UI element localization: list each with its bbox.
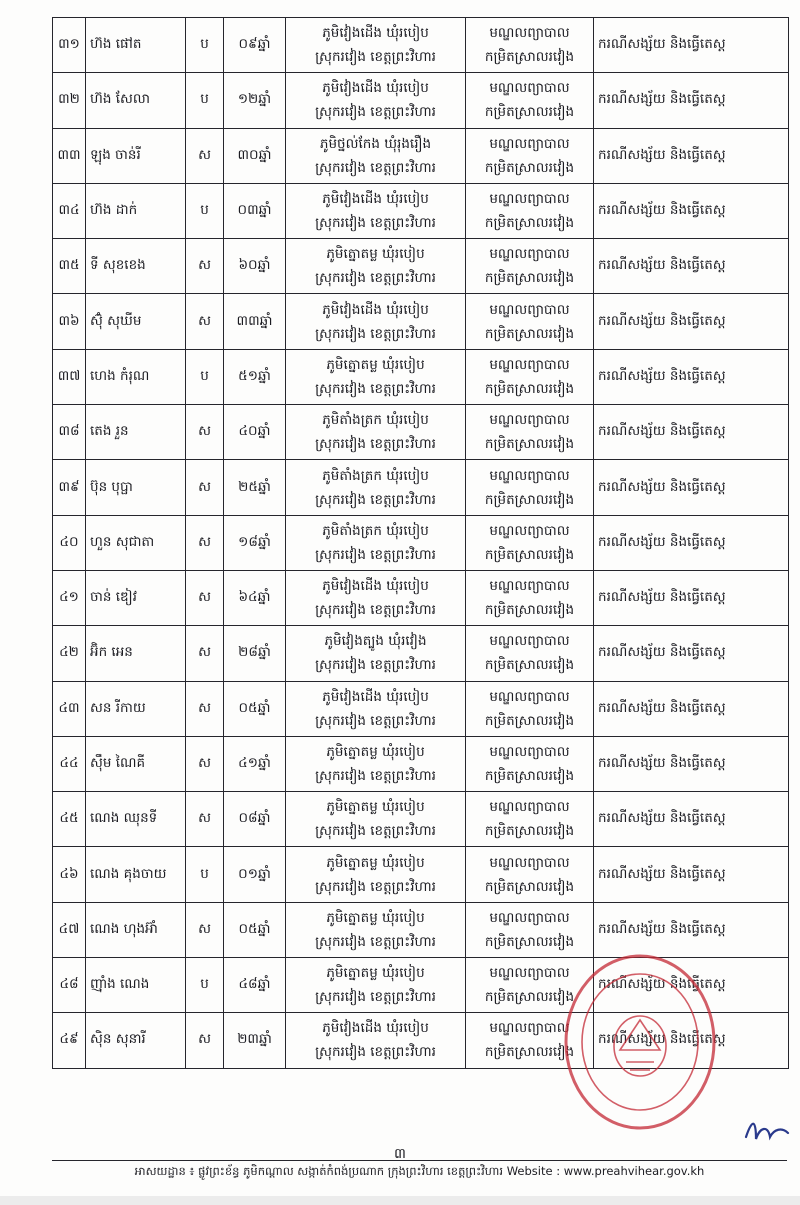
case-status-cell: ករណីសង្ស័យ និងធ្វើតេស្ត (594, 460, 789, 515)
treatment-place-cell-line-1: មណ្ឌលព្យាបាល (489, 412, 570, 429)
address-cell-line-2: ស្រុករវៀង ខេត្តព្រះវិហារ (315, 270, 436, 287)
row-number: ៣៨ (53, 405, 86, 460)
age-cell: ០៣ឆ្នាំ (224, 183, 286, 238)
case-status-cell: ករណីសង្ស័យ និងធ្វើតេស្ត (594, 570, 789, 625)
case-status-cell: ករណីសង្ស័យ និងធ្វើតេស្ត (594, 792, 789, 847)
sex-cell: ប (186, 18, 224, 73)
treatment-place-cell (466, 18, 594, 73)
age-cell: ០១ឆ្នាំ (224, 847, 286, 902)
treatment-place-cell-line-1: មណ្ឌលព្យាបាល (489, 965, 570, 982)
age-cell: ៣៣ឆ្នាំ (224, 294, 286, 349)
address-cell (286, 18, 466, 73)
address-cell (286, 736, 466, 791)
row-number: ៣១ (53, 18, 86, 73)
patient-name: ហ៊ង សែលា (86, 73, 186, 128)
patient-name: ស៊ឹម ណៃគី (86, 736, 186, 791)
treatment-place-cell-line-2: កម្រិតស្រាលរវៀង (484, 1044, 575, 1061)
sex-cell: ប (186, 73, 224, 128)
address-cell (286, 1013, 466, 1068)
address-cell-line-1: ភូមិថ្នល់កែង ឃុំរុងរឿង (319, 135, 432, 152)
address-cell (286, 73, 466, 128)
row-number: ៤២ (53, 626, 86, 681)
address-cell-line-2: ស្រុករវៀង ខេត្តព្រះវិហារ (315, 823, 436, 840)
address-cell-line-2: ស្រុករវៀង ខេត្តព្រះវិហារ (315, 380, 436, 397)
table-row (53, 681, 789, 736)
row-number: ៤៧ (53, 902, 86, 957)
address-cell-line-2: ស្រុករវៀង ខេត្តព្រះវិហារ (315, 215, 436, 232)
address-cell-line-1: ភូមិវៀងដើង ឃុំរបៀប (322, 25, 429, 42)
case-status-cell: ករណីសង្ស័យ និងធ្វើតេស្ត (594, 515, 789, 570)
address-cell-line-2: ស្រុករវៀង ខេត្តព្រះវិហារ (315, 657, 436, 674)
page-number: ៣ (394, 1146, 406, 1162)
treatment-place-cell-line-1: មណ្ឌលព្យាបាល (489, 799, 570, 816)
address-cell-line-2: ស្រុករវៀង ខេត្តព្រះវិហារ (315, 49, 436, 66)
row-number: ៣៩ (53, 460, 86, 515)
address-cell-line-1: ភូមិត្នោតម្ល ឃុំរបៀប (326, 965, 425, 982)
sex-cell: ស (186, 736, 224, 791)
address-cell-line-1: ភូមិត្នោតម្ល ឃុំរបៀប (326, 799, 425, 816)
case-status-cell: ករណីសង្ស័យ និងធ្វើតេស្ត (594, 405, 789, 460)
address-cell-line-1: ភូមិតាំងត្រក ឃុំរបៀប (322, 522, 429, 539)
treatment-place-cell (466, 183, 594, 238)
treatment-place-cell-line-1: មណ្ឌលព្យាបាល (489, 909, 570, 926)
treatment-place-cell-line-2: កម្រិតស្រាលរវៀង (484, 325, 575, 342)
address-cell-line-1: ភូមិវៀងដើង ឃុំរបៀប (322, 578, 429, 595)
treatment-place-cell-line-1: មណ្ឌលព្យាបាល (489, 522, 570, 539)
case-status-cell: ករណីសង្ស័យ និងធ្វើតេស្ត (594, 736, 789, 791)
treatment-place-cell-line-2: កម្រិតស្រាលរវៀង (484, 215, 575, 232)
address-cell (286, 626, 466, 681)
patient-name: ឡុង ចាន់រី (86, 128, 186, 183)
patient-name: ទី សុខខេង (86, 239, 186, 294)
patient-name: ចាន់ ឌៀវ (86, 570, 186, 625)
row-number: ៤៣ (53, 681, 86, 736)
sex-cell: ស (186, 239, 224, 294)
sex-cell: ស (186, 902, 224, 957)
age-cell: ៥១ឆ្នាំ (224, 349, 286, 404)
address-cell (286, 792, 466, 847)
case-status-cell: ករណីសង្ស័យ និងធ្វើតេស្ត (594, 847, 789, 902)
treatment-place-cell (466, 902, 594, 957)
table-row (53, 847, 789, 902)
address-cell-line-2: ស្រុករវៀង ខេត្តព្រះវិហារ (315, 546, 436, 563)
row-number: ៤៤ (53, 736, 86, 791)
treatment-place-cell-line-1: មណ្ឌលព្យាបាល (489, 744, 570, 760)
treatment-place-cell (466, 294, 594, 349)
address-cell-line-1: ភូមិត្នោតម្ល ឃុំរបៀប (326, 356, 425, 373)
treatment-place-cell-line-1: មណ្ឌលព្យាបាល (489, 578, 570, 595)
address-cell (286, 515, 466, 570)
treatment-place-cell-line-1: មណ្ឌលព្យាបាល (489, 246, 570, 263)
treatment-place-cell-line-2: កម្រិតស្រាលរវៀង (484, 823, 575, 840)
age-cell: ៤៨ឆ្នាំ (224, 958, 286, 1013)
age-cell: ២៥ឆ្នាំ (224, 460, 286, 515)
treatment-place-cell (466, 736, 594, 791)
treatment-place-cell-line-1: មណ្ឌលព្យាបាល (489, 1020, 570, 1037)
sex-cell: ប (186, 183, 224, 238)
treatment-place-cell-line-2: កម្រិតស្រាលរវៀង (484, 104, 575, 121)
table-row (53, 792, 789, 847)
patient-name: ហួន សុជាតា (86, 515, 186, 570)
row-number: ៣២ (53, 73, 86, 128)
records-table (52, 17, 789, 1069)
treatment-place-cell (466, 460, 594, 515)
age-cell: ៣០ឆ្នាំ (224, 128, 286, 183)
patient-name: ប៊ុន បុប្ផា (86, 460, 186, 515)
sex-cell: ស (186, 405, 224, 460)
address-cell-line-2: ស្រុករវៀង ខេត្តព្រះវិហារ (315, 1044, 436, 1061)
row-number: ៤៦ (53, 847, 86, 902)
table-row (53, 239, 789, 294)
scan-edge (0, 1196, 800, 1205)
address-cell (286, 958, 466, 1013)
treatment-place-cell-line-2: កម្រិតស្រាលរវៀង (484, 546, 575, 563)
treatment-place-cell (466, 958, 594, 1013)
case-status-cell: ករណីសង្ស័យ និងធ្វើតេស្ត (594, 294, 789, 349)
treatment-place-cell (466, 626, 594, 681)
address-cell-line-1: ភូមិវៀងដើង ឃុំរបៀប (322, 1020, 429, 1037)
age-cell: ០៩ឆ្នាំ (224, 18, 286, 73)
case-status-cell: ករណីសង្ស័យ និងធ្វើតេស្ត (594, 958, 789, 1013)
sex-cell: ប (186, 958, 224, 1013)
address-cell-line-2: ស្រុករវៀង ខេត្តព្រះវិហារ (315, 602, 436, 619)
case-status-cell: ករណីសង្ស័យ និងធ្វើតេស្ត (594, 349, 789, 404)
sex-cell: ស (186, 792, 224, 847)
address-cell-line-1: ភូមិត្នោតម្ល ឃុំរបៀប (326, 744, 425, 760)
sex-cell: ស (186, 460, 224, 515)
treatment-place-cell-line-2: កម្រិតស្រាលរវៀង (484, 159, 575, 176)
treatment-place-cell (466, 239, 594, 294)
table-row (53, 128, 789, 183)
age-cell: ៤០ឆ្នាំ (224, 405, 286, 460)
treatment-place-cell (466, 128, 594, 183)
footer-divider (52, 1160, 787, 1161)
table-row (53, 902, 789, 957)
sex-cell: ស (186, 1013, 224, 1068)
address-cell-line-2: ស្រុករវៀង ខេត្តព្រះវិហារ (315, 933, 436, 950)
address-cell (286, 128, 466, 183)
treatment-place-cell-line-1: មណ្ឌលព្យាបាល (489, 25, 570, 42)
treatment-place-cell-line-1: មណ្ឌលព្យាបាល (489, 301, 570, 318)
row-number: ៤៥ (53, 792, 86, 847)
sex-cell: ស (186, 515, 224, 570)
patient-name: ហេង កំរុណ (86, 349, 186, 404)
age-cell: ០៨ឆ្នាំ (224, 792, 286, 847)
case-status-cell: ករណីសង្ស័យ និងធ្វើតេស្ត (594, 626, 789, 681)
address-cell-line-1: ភូមិត្នោតម្ល ឃុំរបៀប (326, 909, 425, 926)
patient-name: ហ៊ង ដាក់ (86, 183, 186, 238)
treatment-place-cell-line-2: កម្រិតស្រាលរវៀង (484, 657, 575, 674)
row-number: ៣៥ (53, 239, 86, 294)
case-status-cell: ករណីសង្ស័យ និងធ្វើតេស្ត (594, 681, 789, 736)
sex-cell: ស (186, 294, 224, 349)
treatment-place-cell-line-1: មណ្ឌលព្យាបាល (489, 688, 570, 705)
treatment-place-cell-line-2: កម្រិតស្រាលរវៀង (484, 380, 575, 397)
row-number: ៤៨ (53, 958, 86, 1013)
row-number: ៣៤ (53, 183, 86, 238)
age-cell: ០៥ឆ្នាំ (224, 902, 286, 957)
address-cell-line-2: ស្រុករវៀង ខេត្តព្រះវិហារ (315, 712, 436, 729)
patient-name: ហ៊ង ផៅត (86, 18, 186, 73)
treatment-place-cell-line-2: កម្រិតស្រាលរវៀង (484, 602, 575, 619)
address-cell (286, 349, 466, 404)
address-cell-line-1: ភូមិវៀងដើង ឃុំរបៀប (322, 688, 429, 705)
treatment-place-cell-line-2: កម្រិតស្រាលរវៀង (484, 270, 575, 287)
age-cell: ១២ឆ្នាំ (224, 73, 286, 128)
age-cell: ០៥ឆ្នាំ (224, 681, 286, 736)
address-cell-line-2: ស្រុករវៀង ខេត្តព្រះវិហារ (315, 104, 436, 121)
address-cell (286, 239, 466, 294)
treatment-place-cell (466, 847, 594, 902)
case-status-cell: ករណីសង្ស័យ និងធ្វើតេស្ត (594, 128, 789, 183)
treatment-place-cell (466, 570, 594, 625)
sex-cell: ប (186, 349, 224, 404)
treatment-place-cell-line-1: មណ្ឌលព្យាបាល (489, 356, 570, 373)
treatment-place-cell (466, 681, 594, 736)
patient-name: ណេង ហុងអ៊ាំ (86, 902, 186, 957)
address-cell (286, 294, 466, 349)
address-cell-line-2: ស្រុករវៀង ខេត្តព្រះវិហារ (315, 491, 436, 508)
sex-cell: ស (186, 626, 224, 681)
table-row (53, 460, 789, 515)
case-status-cell: ករណីសង្ស័យ និងធ្វើតេស្ត (594, 18, 789, 73)
patient-name: អ៊ិក អេន (86, 626, 186, 681)
address-cell-line-1: ភូមិតាំងត្រក ឃុំរបៀប (322, 467, 429, 484)
treatment-place-cell-line-1: មណ្ឌលព្យាបាល (489, 854, 570, 871)
table-row (53, 18, 789, 73)
address-cell (286, 847, 466, 902)
treatment-place-cell-line-2: កម្រិតស្រាលរវៀង (484, 989, 575, 1006)
address-cell-line-2: ស្រុករវៀង ខេត្តព្រះវិហារ (315, 436, 436, 453)
address-cell-line-2: ស្រុករវៀង ខេត្តព្រះវិហារ (315, 159, 436, 176)
table-row (53, 294, 789, 349)
patient-name: ណេង ឈុនទី (86, 792, 186, 847)
address-cell-line-2: ស្រុករវៀង ខេត្តព្រះវិហារ (315, 325, 436, 342)
treatment-place-cell-line-1: មណ្ឌលព្យាបាល (489, 80, 570, 97)
case-status-cell: ករណីសង្ស័យ និងធ្វើតេស្ត (594, 1013, 789, 1068)
treatment-place-cell-line-1: មណ្ឌលព្យាបាល (489, 135, 570, 152)
treatment-place-cell-line-2: កម្រិតស្រាលរវៀង (484, 878, 575, 895)
address-cell-line-1: ភូមិវៀងត្បូង ឃុំរវៀង (324, 633, 427, 650)
table-row (53, 183, 789, 238)
treatment-place-cell (466, 515, 594, 570)
row-number: ៣៣ (53, 128, 86, 183)
treatment-place-cell-line-2: កម្រិតស្រាលរវៀង (484, 436, 575, 453)
signature-mark-icon (742, 1115, 792, 1145)
sex-cell: ស (186, 128, 224, 183)
address-cell-line-1: ភូមិវៀងដើង ឃុំរបៀប (322, 191, 429, 208)
address-cell-line-1: ភូមិត្នោតម្ល ឃុំរបៀប (326, 854, 425, 871)
age-cell: ២៣ឆ្នាំ (224, 1013, 286, 1068)
table-row (53, 73, 789, 128)
case-status-cell: ករណីសង្ស័យ និងធ្វើតេស្ត (594, 73, 789, 128)
table-row (53, 736, 789, 791)
age-cell: ៦០ឆ្នាំ (224, 239, 286, 294)
row-number: ៣៧ (53, 349, 86, 404)
address-cell-line-1: ភូមិតាំងត្រក ឃុំរបៀប (322, 412, 429, 429)
age-cell: ២៨ឆ្នាំ (224, 626, 286, 681)
address-cell (286, 405, 466, 460)
patient-name: សន រីកាយ (86, 681, 186, 736)
table-row (53, 349, 789, 404)
treatment-place-cell-line-2: កម្រិតស្រាលរវៀង (484, 768, 575, 784)
sex-cell: ស (186, 681, 224, 736)
case-status-cell: ករណីសង្ស័យ និងធ្វើតេស្ត (594, 902, 789, 957)
row-number: ៤១ (53, 570, 86, 625)
treatment-place-cell-line-1: មណ្ឌលព្យាបាល (489, 191, 570, 208)
table-row (53, 570, 789, 625)
row-number: ៤៩ (53, 1013, 86, 1068)
treatment-place-cell-line-2: កម្រិតស្រាលរវៀង (484, 49, 575, 66)
address-cell-line-1: ភូមិវៀងដើង ឃុំរបៀប (322, 80, 429, 97)
age-cell: ១៨ឆ្នាំ (224, 515, 286, 570)
table-row (53, 515, 789, 570)
table-row (53, 626, 789, 681)
table-row (53, 1013, 789, 1068)
address-cell (286, 570, 466, 625)
age-cell: ៦៤ឆ្នាំ (224, 570, 286, 625)
table-row (53, 405, 789, 460)
patient-name: ណេង គុងចាយ (86, 847, 186, 902)
case-status-cell: ករណីសង្ស័យ និងធ្វើតេស្ត (594, 183, 789, 238)
address-cell (286, 183, 466, 238)
address-cell-line-2: ស្រុករវៀង ខេត្តព្រះវិហារ (315, 989, 436, 1006)
treatment-place-cell (466, 792, 594, 847)
treatment-place-cell (466, 405, 594, 460)
patient-name: ញ៉ាំង ណេង (86, 958, 186, 1013)
table-row (53, 958, 789, 1013)
address-cell-line-1: ភូមិត្នោតម្ល ឃុំរបៀប (326, 246, 425, 263)
treatment-place-cell-line-1: មណ្ឌលព្យាបាល (489, 633, 570, 650)
row-number: ៣៦ (53, 294, 86, 349)
treatment-place-cell-line-2: កម្រិតស្រាលរវៀង (484, 491, 575, 508)
patient-name: តេង រួន (86, 405, 186, 460)
sex-cell: ប (186, 847, 224, 902)
address-cell (286, 902, 466, 957)
patient-name: ស៊ុំ សុឃីម (86, 294, 186, 349)
treatment-place-cell-line-1: មណ្ឌលព្យាបាល (489, 467, 570, 484)
row-number: ៤០ (53, 515, 86, 570)
records-body (53, 18, 789, 1069)
address-cell-line-1: ភូមិវៀងដើង ឃុំរបៀប (322, 301, 429, 318)
treatment-place-cell-line-2: កម្រិតស្រាលរវៀង (484, 712, 575, 729)
sex-cell: ស (186, 570, 224, 625)
age-cell: ៤១ឆ្នាំ (224, 736, 286, 791)
case-status-cell: ករណីសង្ស័យ និងធ្វើតេស្ត (594, 239, 789, 294)
treatment-place-cell (466, 349, 594, 404)
footer-address: អាសយដ្ឋាន ៖ ផ្លូវព្រះខ័ន្ធ ភូមិកណ្តាល សង្កាត់កំពង់ប្រណាក ក្រុងព្រះវិហារ ខេត្តព្រះវិហារ Website : www.preahvihear.gov.kh (134, 1164, 705, 1178)
treatment-place-cell (466, 1013, 594, 1068)
patient-name: ស៊ិន សុនារី (86, 1013, 186, 1068)
treatment-place-cell-line-2: កម្រិតស្រាលរវៀង (484, 933, 575, 950)
treatment-place-cell (466, 73, 594, 128)
address-cell-line-2: ស្រុករវៀង ខេត្តព្រះវិហារ (315, 768, 436, 784)
address-cell (286, 460, 466, 515)
address-cell-line-2: ស្រុករវៀង ខេត្តព្រះវិហារ (315, 878, 436, 895)
address-cell (286, 681, 466, 736)
